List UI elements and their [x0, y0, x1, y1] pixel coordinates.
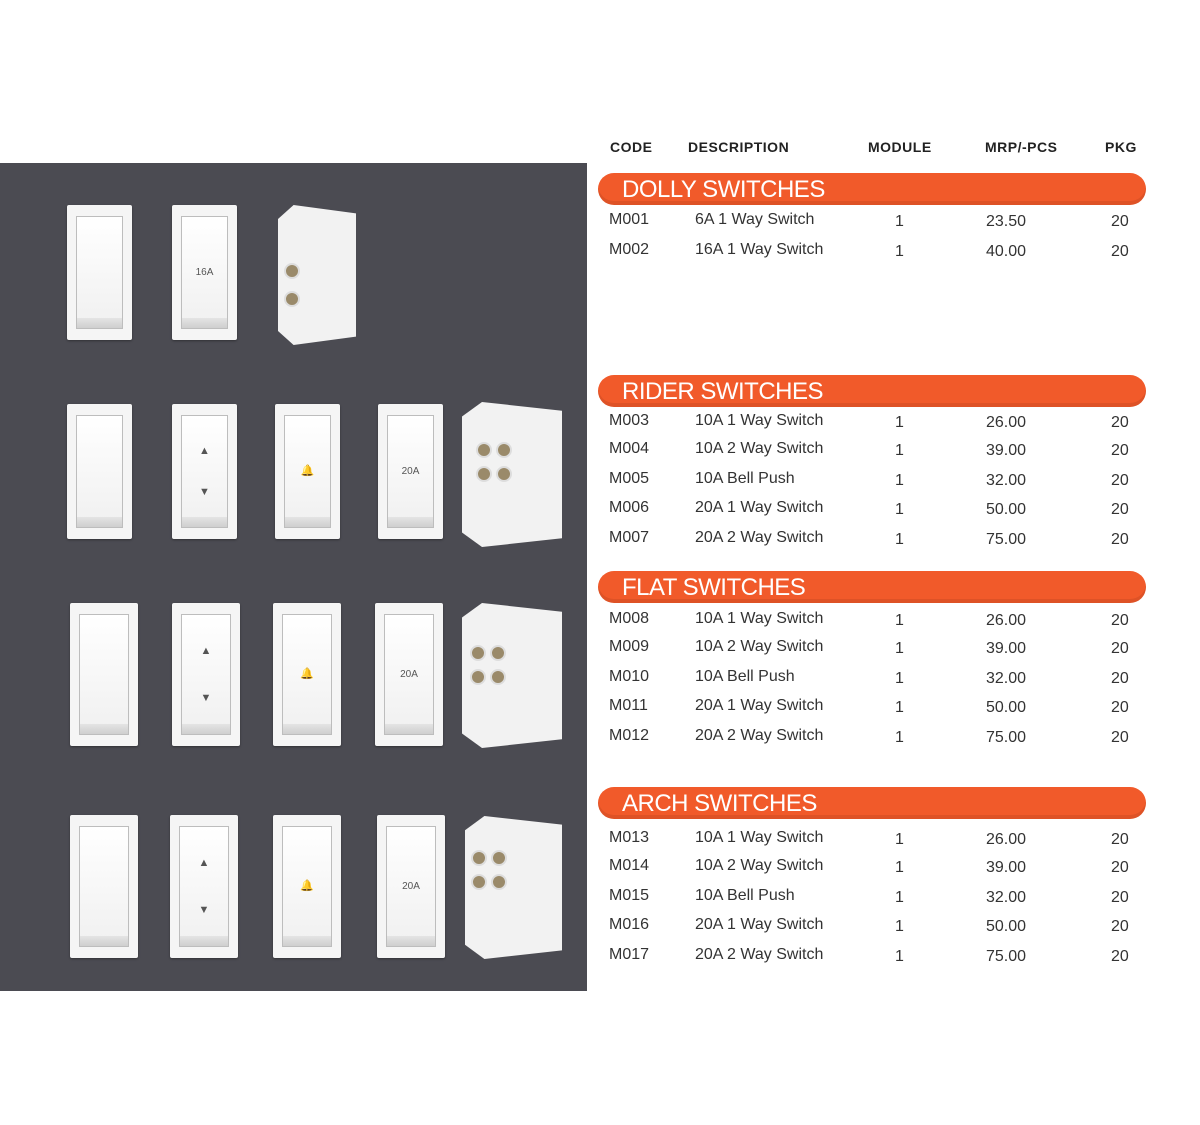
header-mrp: MRP/-PCS: [985, 139, 1058, 155]
table-row: [0, 916, 1200, 944]
cell-description: 10A Bell Push: [695, 668, 795, 685]
cell-pkg: 20: [1111, 612, 1129, 629]
cell-module: 1: [895, 831, 904, 848]
cell-module: 1: [895, 612, 904, 629]
cell-mrp: 23.50: [986, 213, 1027, 230]
cell-pkg: 20: [1111, 699, 1129, 716]
table-row: [0, 499, 1200, 527]
cell-module: 1: [895, 531, 904, 548]
cell-mrp: 26.00: [986, 831, 1027, 848]
bell-icon: 🔔: [300, 668, 314, 680]
cell-mrp: 40.00: [986, 243, 1027, 260]
cell-pkg: 20: [1111, 831, 1129, 848]
section-title: ARCH SWITCHES: [622, 790, 817, 817]
header-description: DESCRIPTION: [688, 139, 790, 155]
cell-mrp: 75.00: [986, 729, 1027, 746]
arrow-up-icon: ▲: [199, 444, 210, 457]
cell-description: 10A 2 Way Switch: [695, 638, 824, 655]
header-code: CODE: [610, 139, 653, 155]
cell-module: 1: [895, 918, 904, 935]
cell-description: 16A 1 Way Switch: [695, 241, 824, 258]
cell-module: 1: [895, 948, 904, 965]
cell-description: 10A 1 Way Switch: [695, 412, 824, 429]
cell-code: M011: [609, 697, 648, 714]
cell-description: 10A Bell Push: [695, 887, 795, 904]
table-row: [0, 887, 1200, 915]
cell-module: 1: [895, 243, 904, 260]
cell-pkg: 20: [1111, 729, 1129, 746]
table-row: [0, 211, 1200, 239]
cell-mrp: 50.00: [986, 501, 1027, 518]
cell-mrp: 75.00: [986, 531, 1027, 548]
cell-description: 20A 1 Way Switch: [695, 697, 824, 714]
bell-icon: 🔔: [300, 880, 314, 892]
arrow-down-icon: ▼: [200, 691, 212, 704]
table-row: [0, 440, 1200, 468]
cell-description: 10A 2 Way Switch: [695, 857, 824, 874]
cell-module: 1: [895, 442, 904, 459]
cell-code: M002: [609, 241, 650, 258]
cell-code: M003: [609, 412, 650, 429]
cell-mrp: 39.00: [986, 442, 1027, 459]
arrow-down-icon: ▼: [199, 485, 210, 498]
table-row: [0, 668, 1200, 696]
cell-mrp: 32.00: [986, 889, 1027, 906]
section-title: RIDER SWITCHES: [622, 378, 824, 405]
cell-module: 1: [895, 640, 904, 657]
cell-description: 20A 1 Way Switch: [695, 499, 824, 516]
cell-code: M004: [609, 440, 650, 457]
cell-code: M005: [609, 470, 650, 487]
cell-pkg: 20: [1111, 531, 1129, 548]
cell-module: 1: [895, 414, 904, 431]
arrow-up-icon: ▲: [198, 856, 210, 869]
cell-description: 10A 1 Way Switch: [695, 829, 824, 846]
cell-mrp: 39.00: [986, 859, 1027, 876]
switch-rating-label: 20A: [402, 881, 420, 892]
cell-description: 20A 2 Way Switch: [695, 727, 824, 744]
cell-mrp: 75.00: [986, 948, 1027, 965]
cell-mrp: 32.00: [986, 472, 1027, 489]
arrow-up-icon: ▲: [200, 644, 212, 657]
table-row: [0, 727, 1200, 755]
section-title: FLAT SWITCHES: [622, 574, 806, 601]
switch-rating-label: 20A: [401, 466, 420, 477]
cell-pkg: 20: [1111, 948, 1129, 965]
table-row: [0, 470, 1200, 498]
cell-mrp: 39.00: [986, 640, 1027, 657]
cell-mrp: 50.00: [986, 918, 1027, 935]
cell-pkg: 20: [1111, 640, 1129, 657]
cell-module: 1: [895, 699, 904, 716]
cell-description: 20A 2 Way Switch: [695, 529, 824, 546]
cell-code: M001: [609, 211, 650, 228]
switch-rating-label: 16A: [195, 267, 214, 278]
table-row: [0, 638, 1200, 666]
cell-description: 20A 1 Way Switch: [695, 916, 824, 933]
table-row: [0, 412, 1200, 440]
table-row: [0, 529, 1200, 557]
cell-code: M007: [609, 529, 650, 546]
cell-description: 10A 1 Way Switch: [695, 610, 824, 627]
arrow-down-icon: ▼: [198, 903, 210, 916]
cell-mrp: 32.00: [986, 670, 1027, 687]
cell-pkg: 20: [1111, 243, 1129, 260]
cell-code: M013: [609, 829, 650, 846]
cell-pkg: 20: [1111, 918, 1129, 935]
cell-pkg: 20: [1111, 414, 1129, 431]
cell-mrp: 50.00: [986, 699, 1027, 716]
table-row: [0, 829, 1200, 857]
cell-code: M017: [609, 946, 650, 963]
cell-module: 1: [895, 859, 904, 876]
cell-pkg: 20: [1111, 670, 1129, 687]
section-band-arch: [598, 787, 1146, 819]
cell-pkg: 20: [1111, 501, 1129, 518]
cell-description: 20A 2 Way Switch: [695, 946, 824, 963]
cell-description: 10A 2 Way Switch: [695, 440, 824, 457]
section-title: DOLLY SWITCHES: [622, 176, 825, 203]
cell-description: 10A Bell Push: [695, 470, 795, 487]
cell-mrp: 26.00: [986, 414, 1027, 431]
cell-module: 1: [895, 213, 904, 230]
cell-code: M009: [609, 638, 650, 655]
table-row: [0, 610, 1200, 638]
cell-code: M012: [609, 727, 650, 744]
cell-module: 1: [895, 472, 904, 489]
table-row: [0, 697, 1200, 725]
cell-description: 6A 1 Way Switch: [695, 211, 815, 228]
cell-code: M014: [609, 857, 650, 874]
cell-code: M015: [609, 887, 650, 904]
table-row: [0, 241, 1200, 269]
header-pkg: PKG: [1105, 139, 1137, 155]
section-band-dolly: [598, 173, 1146, 205]
cell-pkg: 20: [1111, 472, 1129, 489]
cell-code: M010: [609, 668, 650, 685]
cell-code: M006: [609, 499, 650, 516]
cell-code: M016: [609, 916, 650, 933]
section-band-flat: [598, 571, 1146, 603]
section-band-rider: [598, 375, 1146, 407]
cell-pkg: 20: [1111, 213, 1129, 230]
cell-module: 1: [895, 889, 904, 906]
cell-pkg: 20: [1111, 889, 1129, 906]
cell-pkg: 20: [1111, 859, 1129, 876]
cell-module: 1: [895, 501, 904, 518]
table-row: [0, 857, 1200, 885]
cell-pkg: 20: [1111, 442, 1129, 459]
switch-rating-label: 20A: [400, 669, 418, 680]
cell-code: M008: [609, 610, 650, 627]
bell-icon: 🔔: [300, 465, 315, 477]
cell-mrp: 26.00: [986, 612, 1027, 629]
header-module: MODULE: [868, 139, 932, 155]
cell-module: 1: [895, 670, 904, 687]
table-row: [0, 946, 1200, 974]
cell-module: 1: [895, 729, 904, 746]
